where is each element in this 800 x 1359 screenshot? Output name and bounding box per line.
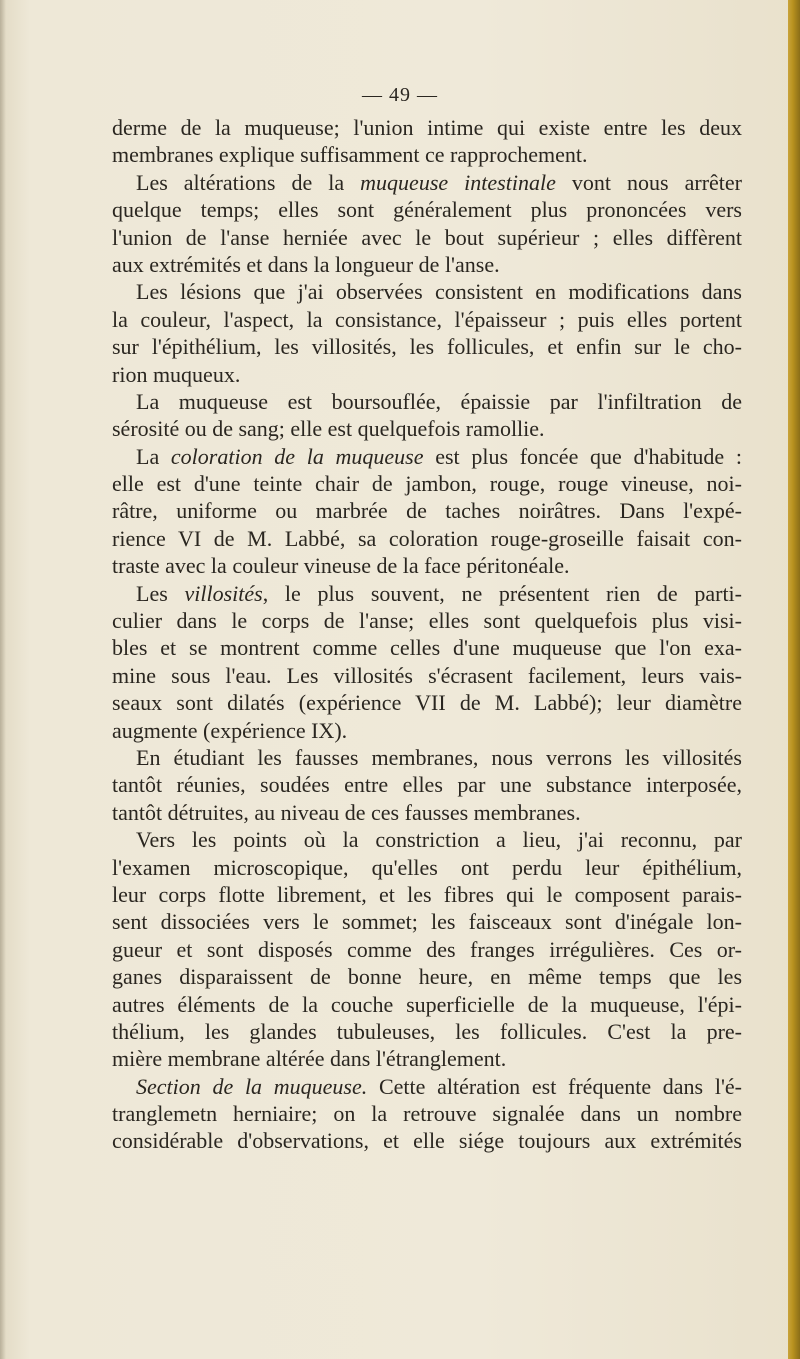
text-run: , le plus souvent, ne présentent rien de parti- — [262, 580, 742, 606]
text-run: l'examen microscopique, qu'elles ont perdu leur épithélium, — [112, 854, 742, 880]
text-run: bles et se montrent comme celles d'une muqueuse que l'on exa- — [112, 635, 742, 661]
text-run: seaux sont dilatés (expérience VII de M. Labbé); leur diamètre — [112, 690, 742, 716]
text-run: l'union de l'anse herniée avec le bout supérieur ; elles diffèrent — [112, 224, 742, 250]
text-run: Vers les points où la constriction a lieu, j'ai reconnu, par — [136, 827, 742, 853]
text-line — [112, 224, 742, 251]
text-run: aux extrémités et dans la longueur de l'anse. — [112, 251, 500, 277]
text-run: considérable d'observations, et elle siége toujours aux extrémités — [112, 1128, 742, 1154]
text-run: la couleur, l'aspect, la consistance, l'épaisseur ; puis elles portent — [112, 306, 742, 332]
text-line — [112, 361, 742, 388]
text-run: tantôt détruites, au niveau de ces fausses membranes. — [112, 799, 581, 825]
text-run: vont nous arrêter — [555, 169, 742, 195]
page-gilt-edge — [788, 0, 800, 1359]
page-number: — 49 — — [362, 84, 438, 106]
text-line — [112, 1127, 742, 1154]
text-run: augmente (expérience IX). — [112, 717, 348, 743]
italic-run: Section de la muqueuse. — [136, 1073, 368, 1099]
text-line — [112, 443, 742, 470]
text-line — [112, 497, 742, 524]
text-run: tranglemetn herniaire; on la retrouve signalée dans un nombre — [112, 1101, 742, 1127]
text-line — [112, 607, 742, 634]
text-line — [112, 1045, 742, 1072]
text-line — [112, 744, 742, 771]
text-run: La — [136, 443, 171, 469]
text-run: Les altérations de la — [136, 169, 361, 195]
text-line — [112, 1100, 742, 1127]
text-line — [112, 689, 742, 716]
text-line — [112, 196, 742, 223]
text-run: La muqueuse est boursouflée, épaissie par l'infiltration de — [136, 388, 742, 414]
body-text — [112, 114, 742, 1155]
text-line — [112, 717, 742, 744]
text-line — [112, 771, 742, 798]
text-run: tantôt réunies, soudées entre elles par une substance interposée, — [112, 772, 742, 798]
text-run: En étudiant les fausses membranes, nous verrons les villosités — [136, 744, 742, 770]
text-line — [112, 388, 742, 415]
italic-run: coloration de la muqueuse — [170, 443, 424, 469]
text-run: est plus foncée que d'habitude : — [423, 443, 743, 469]
text-run: elle est d'une teinte chair de jambon, rouge, rouge vineuse, noi- — [112, 471, 742, 497]
text-run: sérosité ou de sang; elle est quelquefois ramollie. — [112, 416, 545, 442]
page-left-shadow — [0, 0, 6, 1359]
text-line — [112, 1073, 742, 1100]
text-line — [112, 881, 742, 908]
text-run: Les lésions que j'ai observées consistent en modifications dans — [136, 279, 742, 305]
text-line — [112, 854, 742, 881]
italic-run: muqueuse intestinale — [360, 169, 556, 195]
text-run: mière membrane altérée dans l'étranglement. — [112, 1046, 507, 1072]
text-line — [112, 1018, 742, 1045]
text-run: rience VI de M. Labbé, sa coloration rouge-groseille faisait con- — [112, 525, 742, 551]
text-run: Cette altération est fréquente dans l'é- — [367, 1073, 742, 1099]
text-line — [112, 662, 742, 689]
text-run: râtre, uniforme ou marbrée de taches noirâtres. Dans l'expé- — [112, 498, 742, 524]
text-line — [112, 580, 742, 607]
text-line — [112, 991, 742, 1018]
text-line — [112, 634, 742, 661]
text-line — [112, 333, 742, 360]
text-line — [112, 936, 742, 963]
text-run: derme de la muqueuse; l'union intime qui existe entre les deux — [112, 115, 742, 140]
text-run: quelque temps; elles sont généralement plus prononcées vers — [112, 197, 742, 223]
text-line — [112, 278, 742, 305]
text-line — [112, 470, 742, 497]
italic-run: villosités — [184, 580, 263, 606]
text-run: sent dissociées vers le sommet; les faisceaux sont d'inégale lon- — [112, 909, 742, 935]
text-line — [112, 141, 742, 168]
text-line — [112, 306, 742, 333]
text-line — [112, 908, 742, 935]
text-line — [112, 552, 742, 579]
text-run: Les — [136, 580, 185, 606]
text-run: membranes explique suffisamment ce rapprochement. — [112, 142, 588, 168]
text-line — [112, 525, 742, 552]
text-run: thélium, les glandes tubuleuses, les follicules. C'est la pre- — [112, 1018, 742, 1044]
text-line — [112, 169, 742, 196]
text-line — [112, 826, 742, 853]
text-run: autres éléments de la couche superficielle de la muqueuse, l'épi- — [112, 991, 742, 1017]
text-run: rion muqueux. — [112, 361, 241, 387]
text-run: sur l'épithélium, les villosités, les follicules, et enfin sur le cho- — [112, 334, 742, 360]
text-run: gueur et sont disposés comme des franges irrégulières. Ces or- — [112, 936, 742, 962]
text-run: traste avec la couleur vineuse de la face péritonéale. — [112, 553, 570, 579]
text-line — [112, 963, 742, 990]
text-run: leur corps flotte librement, et les fibres qui le composent parais- — [112, 881, 742, 907]
text-run: ganes disparaissent de bonne heure, en même temps que les — [112, 964, 742, 990]
text-line — [112, 251, 742, 278]
text-run: culier dans le corps de l'anse; elles sont quelquefois plus visi- — [112, 608, 742, 634]
text-line — [112, 799, 742, 826]
text-line — [112, 415, 742, 442]
text-run: mine sous l'eau. Les villosités s'écrasent facilement, leurs vais- — [112, 662, 742, 688]
text-line — [112, 114, 742, 141]
